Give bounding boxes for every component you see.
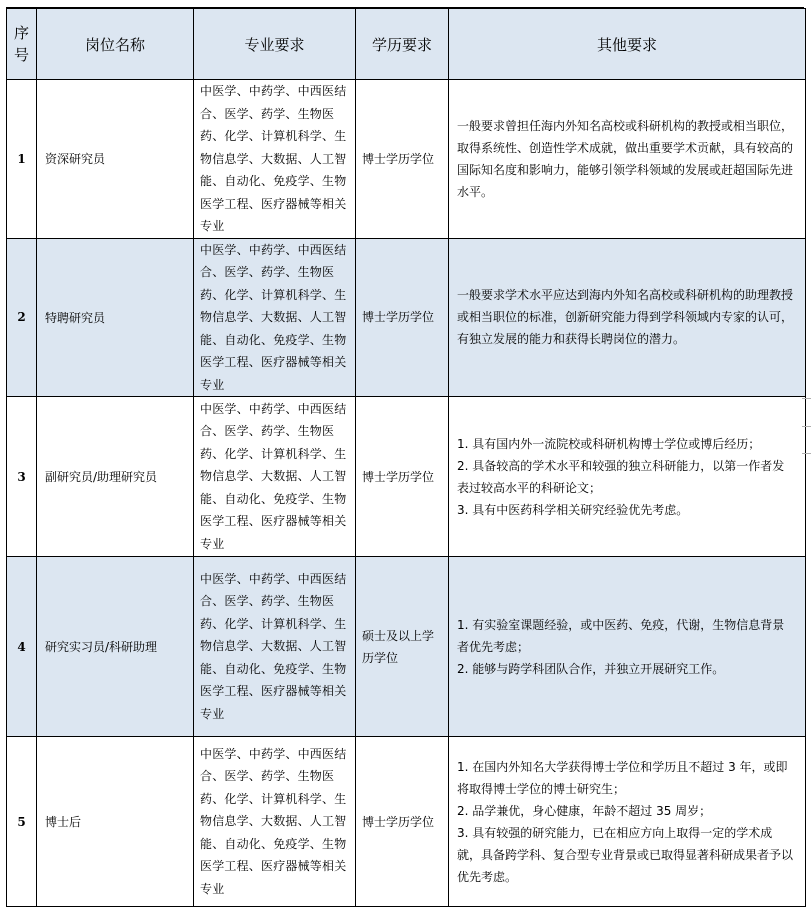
table-row xyxy=(7,397,806,557)
other-line: 3. 具有较强的研究能力，已在相应方向上取得一定的学术成就，具备跨学科、复合型专业背景或已取得显著科研成果者予以优先考虑。 xyxy=(457,825,794,884)
row-education: 博士学历学位 xyxy=(356,737,449,907)
table-row xyxy=(7,238,806,397)
other-line: 2. 具备较高的学术水平和较强的独立科研能力，以第一作者发表过较高水平的科研论文； xyxy=(457,458,785,495)
other-line: 2. 品学兼优，身心健康，年龄不超过 35 周岁； xyxy=(457,803,712,818)
other-line: 1. 在国内外知名大学获得博士学位和学历且不超过 3 年，或即将取得博士学位的博士研究生； xyxy=(457,759,788,796)
other-line: 3. 具有中医药科学相关研究经验优先考虑。 xyxy=(457,502,689,517)
header-education: 学历要求 xyxy=(356,9,449,80)
row-seq: 4 xyxy=(7,557,37,737)
other-line: 一般要求曾担任海内外知名高校或科研机构的教授或相当职位，取得系统性、创造性学术成就，做出重要学术贡献，具有较高的国际知名度和影响力，能够引领学科领域的发展或赶超国际先进水平。 xyxy=(457,118,794,199)
row-position: 特聘研究员 xyxy=(37,238,194,397)
header-seq xyxy=(7,9,37,80)
header-specialty: 专业要求 xyxy=(194,9,356,80)
header-position: 岗位名称 xyxy=(37,9,194,80)
row-position: 副研究员/助理研究员 xyxy=(37,397,194,557)
header-seq-line1: 序 xyxy=(13,24,29,42)
header-row xyxy=(7,9,806,80)
row-other xyxy=(449,397,806,557)
row-specialty: 中医学、中药学、中西医结合、医学、药学、生物医药、化学、计算机科学、生物信息学、大数据、人工智能、自动化、免疫学、生物医学工程、医疗器械等相关专业 xyxy=(194,80,356,239)
row-other xyxy=(449,557,806,737)
table-row xyxy=(7,80,806,239)
other-line: 2. 能够与跨学科团队合作，并独立开展研究工作。 xyxy=(457,661,725,676)
table-row xyxy=(7,737,806,907)
other-line: 1. 具有国内外一流院校或科研机构博士学位或博后经历； xyxy=(457,436,761,451)
row-specialty: 中医学、中药学、中西医结合、医学、药学、生物医药、化学、计算机科学、生物信息学、大数据、人工智能、自动化、免疫学、生物医学工程、医疗器械等相关专业 xyxy=(194,397,356,557)
scroll-edge-marks xyxy=(802,398,811,454)
row-position: 资深研究员 xyxy=(37,80,194,239)
header-other: 其他要求 xyxy=(449,9,806,80)
row-other xyxy=(449,238,806,397)
header-seq-line2: 号 xyxy=(13,46,29,64)
edge-mark xyxy=(802,398,811,399)
row-other xyxy=(449,737,806,907)
edge-mark xyxy=(802,426,811,427)
row-other xyxy=(449,80,806,239)
row-seq: 1 xyxy=(7,80,37,239)
recruitment-table xyxy=(6,8,806,907)
row-specialty: 中医学、中药学、中西医结合、医学、药学、生物医药、化学、计算机科学、生物信息学、大数据、人工智能、自动化、免疫学、生物医学工程、医疗器械等相关专业 xyxy=(194,238,356,397)
row-specialty: 中医学、中药学、中西医结合、医学、药学、生物医药、化学、计算机科学、生物信息学、大数据、人工智能、自动化、免疫学、生物医学工程、医疗器械等相关专业 xyxy=(194,557,356,737)
row-education: 硕士及以上学历学位 xyxy=(356,557,449,737)
row-position: 博士后 xyxy=(37,737,194,907)
row-seq: 3 xyxy=(7,397,37,557)
row-position: 研究实习员/科研助理 xyxy=(37,557,194,737)
row-specialty: 中医学、中药学、中西医结合、医学、药学、生物医药、化学、计算机科学、生物信息学、大数据、人工智能、自动化、免疫学、生物医学工程、医疗器械等相关专业 xyxy=(194,737,356,907)
table-row xyxy=(7,557,806,737)
other-line: 一般要求学术水平应达到海内外知名高校或科研机构的助理教授或相当职位的标准，创新研究能力得到学科领域内专家的认可，有独立发展的能力和获得长聘岗位的潜力。 xyxy=(457,288,794,347)
row-education: 博士学历学位 xyxy=(356,238,449,397)
row-seq: 2 xyxy=(7,238,37,397)
row-education: 博士学历学位 xyxy=(356,397,449,557)
row-seq: 5 xyxy=(7,737,37,907)
other-line: 1. 有实验室课题经验，或中医药、免疫，代谢，生物信息背景者优先考虑； xyxy=(457,617,785,654)
row-education: 博士学历学位 xyxy=(356,80,449,239)
edge-mark xyxy=(802,453,811,454)
